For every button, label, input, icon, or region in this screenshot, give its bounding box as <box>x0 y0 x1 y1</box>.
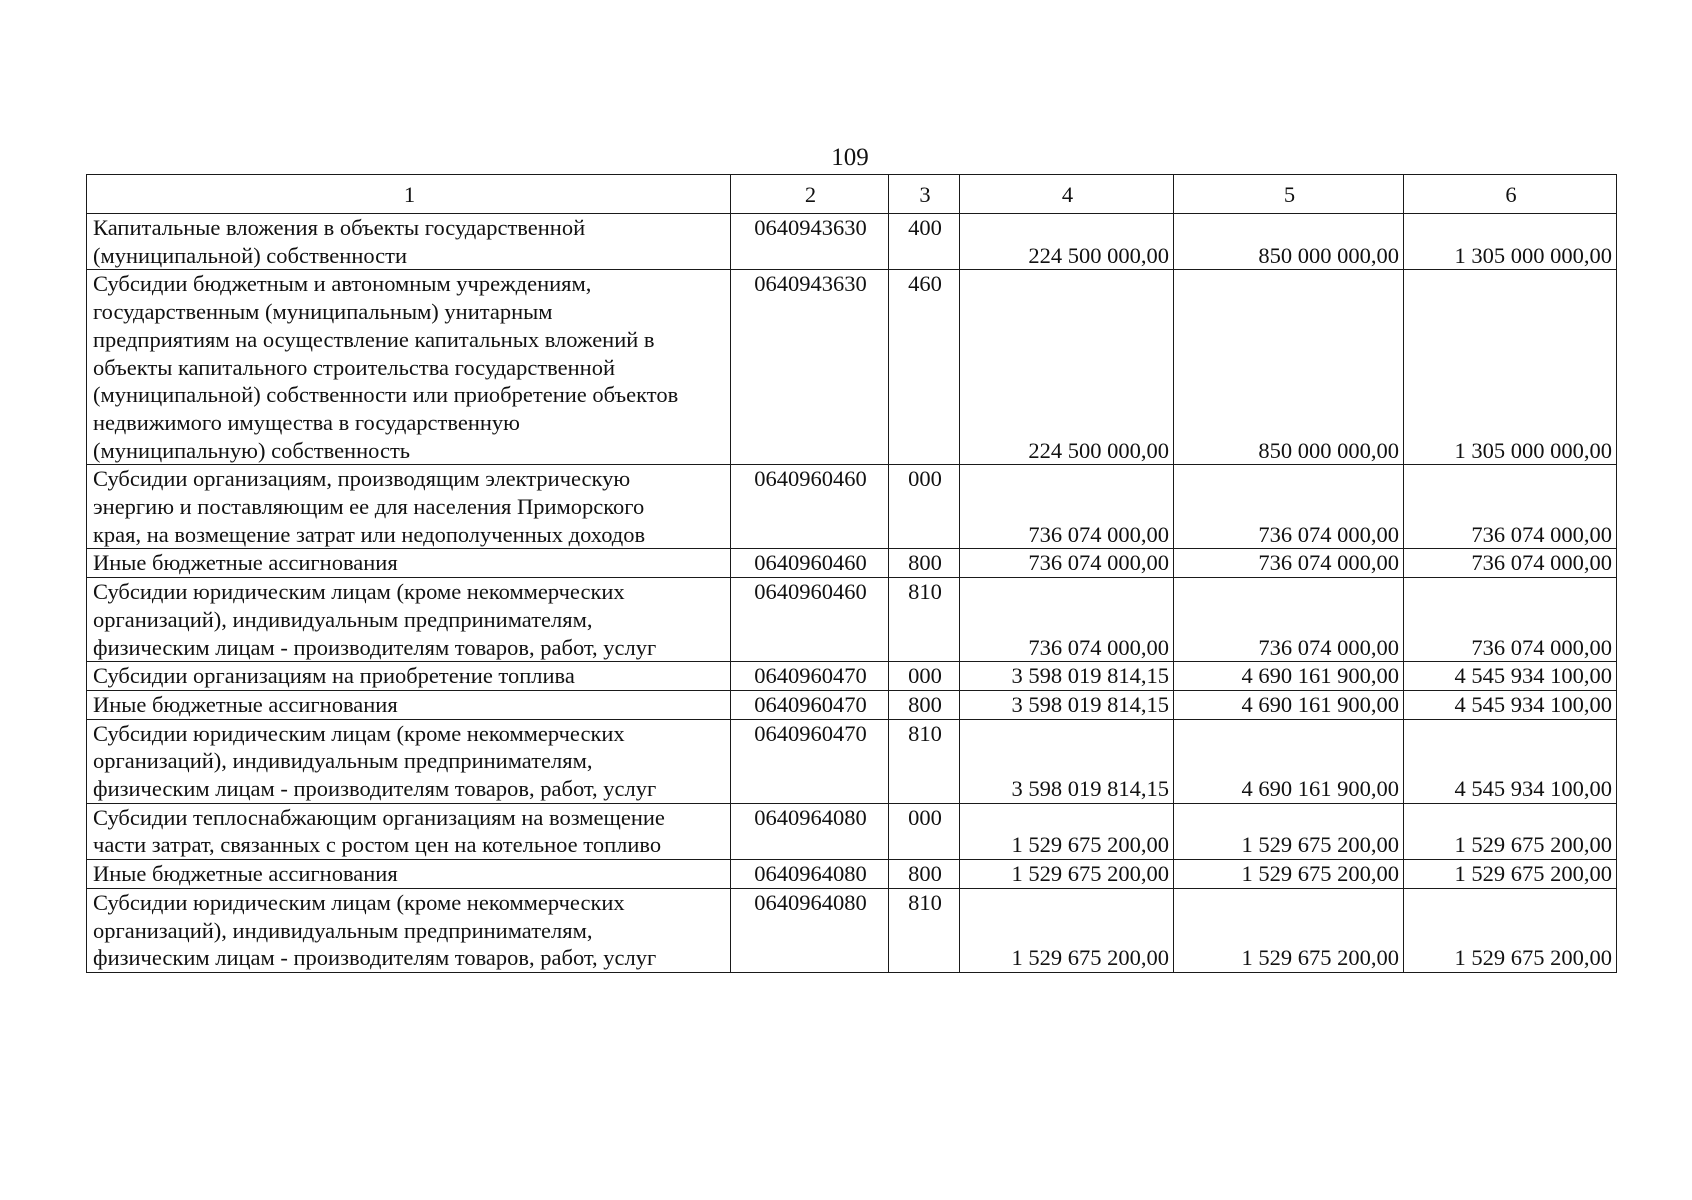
amount-col5-cell: 4 690 161 900,00 <box>1174 662 1404 691</box>
expense-type-cell: 460 <box>889 270 960 465</box>
expense-name-cell <box>87 690 731 719</box>
target-code-cell: 0640960470 <box>731 719 889 803</box>
expense-name-cell <box>87 465 731 549</box>
expense-name-cell <box>87 888 731 972</box>
page-number: 109 <box>831 144 869 171</box>
table-row <box>87 214 1617 270</box>
amount-col6-cell: 4 545 934 100,00 <box>1404 662 1617 691</box>
expense-name-line: (муниципальной) собственности или приобретение объектов <box>93 382 679 408</box>
expense-name-cell <box>87 549 731 578</box>
target-code-cell: 0640964080 <box>731 803 889 859</box>
expense-name-line: Субсидии бюджетным и автономным учреждениям, <box>93 271 592 297</box>
table-body <box>87 214 1617 973</box>
amount-col6-cell: 736 074 000,00 <box>1404 578 1617 662</box>
expense-type-cell: 810 <box>889 888 960 972</box>
amount-col4-cell: 736 074 000,00 <box>960 549 1174 578</box>
expense-type-cell: 800 <box>889 690 960 719</box>
expense-type-cell: 800 <box>889 860 960 889</box>
expense-type-cell: 000 <box>889 465 960 549</box>
table-header <box>87 175 1617 214</box>
expense-name-cell <box>87 662 731 691</box>
amount-col4-cell: 3 598 019 814,15 <box>960 719 1174 803</box>
expense-name-cell <box>87 803 731 859</box>
amount-col6-cell: 1 305 000 000,00 <box>1404 214 1617 270</box>
expense-name-line: организаций), индивидуальным предпринимателям, <box>93 606 593 632</box>
expense-name-cell <box>87 270 731 465</box>
table-row <box>87 860 1617 889</box>
amount-col5-cell: 736 074 000,00 <box>1174 465 1404 549</box>
expense-name-line: Субсидии юридическим лицам (кроме некоммерческих <box>93 720 625 746</box>
amount-col6-cell: 4 545 934 100,00 <box>1404 719 1617 803</box>
amount-col5-cell: 736 074 000,00 <box>1174 549 1404 578</box>
amount-col6-cell: 736 074 000,00 <box>1404 549 1617 578</box>
expense-name-line: (муниципальной) собственности <box>93 242 408 268</box>
column-header: 1 <box>87 175 731 214</box>
table-row <box>87 270 1617 465</box>
table-row <box>87 549 1617 578</box>
expense-name-line: части затрат, связанных с ростом цен на котельное топливо <box>93 832 662 858</box>
expense-name-line: организаций), индивидуальным предпринимателям, <box>93 917 593 943</box>
expense-name-line: Субсидии юридическим лицам (кроме некоммерческих <box>93 579 625 605</box>
amount-col4-cell: 736 074 000,00 <box>960 578 1174 662</box>
target-code-cell: 0640960470 <box>731 690 889 719</box>
column-header: 2 <box>731 175 889 214</box>
expense-name-line: объекты капитального строительства государственной <box>93 354 616 380</box>
expense-type-cell: 800 <box>889 549 960 578</box>
expense-type-cell: 810 <box>889 719 960 803</box>
amount-col5-cell: 850 000 000,00 <box>1174 214 1404 270</box>
target-code-cell: 0640960470 <box>731 662 889 691</box>
target-code-cell: 0640943630 <box>731 270 889 465</box>
expense-name-line: Иные бюджетные ассигнования <box>93 550 398 576</box>
amount-col4-cell: 736 074 000,00 <box>960 465 1174 549</box>
expense-name-line: Субсидии организациям на приобретение топлива <box>93 663 575 689</box>
target-code-cell: 0640964080 <box>731 888 889 972</box>
expense-name-cell <box>87 214 731 270</box>
amount-col6-cell: 1 529 675 200,00 <box>1404 860 1617 889</box>
amount-col4-cell: 3 598 019 814,15 <box>960 662 1174 691</box>
expense-type-cell: 000 <box>889 662 960 691</box>
target-code-cell: 0640960460 <box>731 578 889 662</box>
expense-name-line: энергию и поставляющим ее для населения Приморского <box>93 494 645 520</box>
amount-col4-cell: 1 529 675 200,00 <box>960 888 1174 972</box>
expense-name-line: предприятиям на осуществление капитальных вложений в <box>93 326 655 352</box>
expense-name-line: организаций), индивидуальным предпринимателям, <box>93 748 593 774</box>
expense-name-line: Субсидии теплоснабжающим организациям на возмещение <box>93 804 665 830</box>
expense-name-line: Иные бюджетные ассигнования <box>93 691 398 717</box>
table-row <box>87 465 1617 549</box>
target-code-cell: 0640943630 <box>731 214 889 270</box>
amount-col5-cell: 736 074 000,00 <box>1174 578 1404 662</box>
amount-col6-cell: 1 305 000 000,00 <box>1404 270 1617 465</box>
budget-table <box>86 174 1617 973</box>
expense-name-line: недвижимого имущества в государственную <box>93 409 520 435</box>
table-row <box>87 578 1617 662</box>
expense-name-line: физическим лицам - производителям товаров, работ, услуг <box>93 634 657 660</box>
amount-col4-cell: 224 500 000,00 <box>960 270 1174 465</box>
amount-col5-cell: 1 529 675 200,00 <box>1174 888 1404 972</box>
amount-col4-cell: 1 529 675 200,00 <box>960 860 1174 889</box>
column-header: 4 <box>960 175 1174 214</box>
amount-col6-cell: 1 529 675 200,00 <box>1404 803 1617 859</box>
target-code-cell: 0640960460 <box>731 465 889 549</box>
expense-name-line: Субсидии юридическим лицам (кроме некоммерческих <box>93 889 625 915</box>
amount-col4-cell: 3 598 019 814,15 <box>960 690 1174 719</box>
amount-col5-cell: 850 000 000,00 <box>1174 270 1404 465</box>
table-row <box>87 803 1617 859</box>
expense-name-line: физическим лицам - производителям товаров, работ, услуг <box>93 776 657 802</box>
target-code-cell: 0640960460 <box>731 549 889 578</box>
amount-col4-cell: 224 500 000,00 <box>960 214 1174 270</box>
column-header: 6 <box>1404 175 1617 214</box>
expense-name-line: государственным (муниципальным) унитарным <box>93 299 553 325</box>
expense-name-line: края, на возмещение затрат или недополученных доходов <box>93 521 646 547</box>
expense-name-line: Субсидии организациям, производящим электрическую <box>93 466 631 492</box>
table-row <box>87 690 1617 719</box>
table-row <box>87 719 1617 803</box>
table-row <box>87 888 1617 972</box>
expense-type-cell: 400 <box>889 214 960 270</box>
amount-col6-cell: 1 529 675 200,00 <box>1404 888 1617 972</box>
expense-name-line: (муниципальную) собственность <box>93 437 411 463</box>
table-row <box>87 662 1617 691</box>
expense-name-cell <box>87 719 731 803</box>
amount-col5-cell: 1 529 675 200,00 <box>1174 860 1404 889</box>
header-row <box>87 175 1617 214</box>
amount-col5-cell: 4 690 161 900,00 <box>1174 690 1404 719</box>
expense-type-cell: 000 <box>889 803 960 859</box>
expense-name-line: Иные бюджетные ассигнования <box>93 861 398 887</box>
expense-type-cell: 810 <box>889 578 960 662</box>
amount-col5-cell: 1 529 675 200,00 <box>1174 803 1404 859</box>
column-header: 5 <box>1174 175 1404 214</box>
amount-col4-cell: 1 529 675 200,00 <box>960 803 1174 859</box>
expense-name-line: Капитальные вложения в объекты государственной <box>93 215 586 240</box>
target-code-cell: 0640964080 <box>731 860 889 889</box>
amount-col5-cell: 4 690 161 900,00 <box>1174 719 1404 803</box>
amount-col6-cell: 736 074 000,00 <box>1404 465 1617 549</box>
expense-name-cell <box>87 578 731 662</box>
expense-name-cell <box>87 860 731 889</box>
expense-name-line: физическим лицам - производителям товаров, работ, услуг <box>93 945 657 971</box>
column-header: 3 <box>889 175 960 214</box>
amount-col6-cell: 4 545 934 100,00 <box>1404 690 1617 719</box>
